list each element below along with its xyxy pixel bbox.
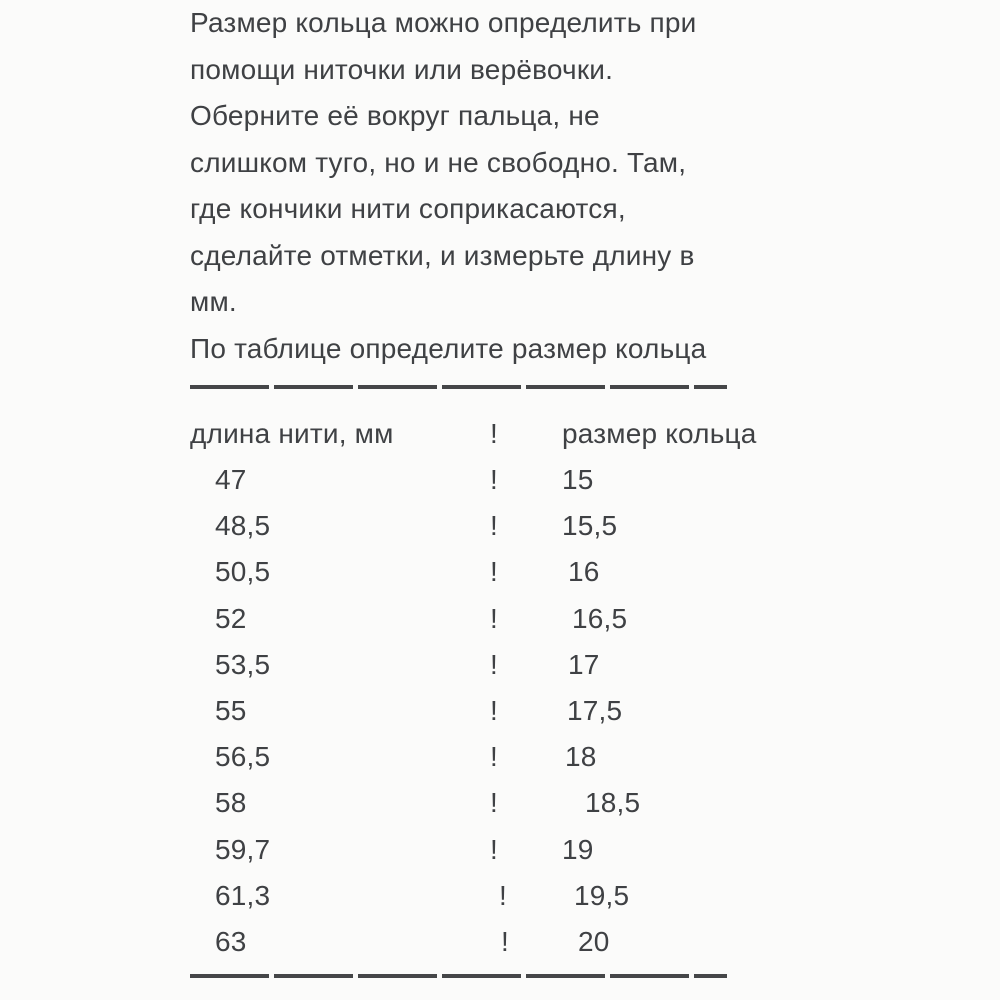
row-size-value: 18	[565, 741, 597, 773]
intro-line: Размер кольца можно определить при	[190, 7, 697, 38]
row-separator: !	[490, 464, 498, 495]
row-size-value: 16,5	[572, 602, 628, 634]
row-separator: !	[490, 510, 498, 542]
row-size-value: 17,5	[567, 695, 623, 727]
row-length-value: 61,3	[215, 879, 271, 911]
table-row	[190, 642, 810, 688]
table-row	[190, 734, 810, 780]
row-length-value: 52	[215, 602, 247, 634]
row-length-value: 48,5	[215, 510, 271, 542]
row-size-value: 18,5	[585, 787, 641, 819]
intro-line: По таблице определите размер кольца	[190, 332, 707, 364]
table-row	[190, 919, 810, 965]
row-size-value: 15	[562, 464, 594, 495]
row-length-value: 53,5	[215, 648, 271, 680]
table-row	[190, 780, 810, 826]
table-row	[190, 688, 810, 734]
row-size-value: 19	[562, 833, 594, 865]
row-separator: !	[490, 556, 498, 588]
row-length-value: 47	[215, 464, 247, 495]
row-size-value: 19,5	[574, 879, 630, 911]
intro-line: мм.	[190, 286, 237, 317]
row-length-value: 56,5	[215, 741, 271, 773]
table-row	[190, 827, 810, 873]
intro-line: помощи ниточки или верёвочки.	[190, 53, 614, 85]
row-size-value: 15,5	[562, 510, 618, 542]
header-col-length: длина нити, мм	[190, 418, 394, 449]
row-separator: !	[490, 602, 498, 634]
page-content	[190, 0, 810, 978]
row-size-value: 17	[568, 648, 600, 680]
row-length-value: 55	[215, 695, 247, 727]
table-rows	[190, 457, 810, 965]
header-separator: !	[490, 418, 498, 449]
row-length-value: 63	[215, 926, 247, 958]
intro-paragraph	[190, 0, 810, 372]
table-row	[190, 873, 810, 919]
row-separator: !	[490, 648, 498, 680]
intro-line: где кончики нити соприкасаются,	[190, 193, 626, 224]
row-length-value: 58	[215, 787, 247, 819]
intro-line: Оберните её вокруг пальца, не	[190, 100, 600, 131]
row-length-value: 59,7	[215, 833, 271, 865]
table-row	[190, 457, 810, 503]
header-col-size: размер кольца	[562, 418, 757, 449]
row-separator: !	[490, 695, 498, 727]
row-length-value: 50,5	[215, 556, 271, 588]
divider-top	[190, 385, 727, 389]
table-row	[190, 503, 810, 549]
table-row	[190, 596, 810, 642]
row-separator: !	[490, 741, 498, 773]
table-row	[190, 549, 810, 595]
row-size-value: 20	[578, 926, 610, 958]
row-separator: !	[490, 833, 498, 865]
row-separator: !	[501, 926, 509, 958]
row-size-value: 16	[568, 556, 600, 588]
intro-line: сделайте отметки, и измерьте длину в	[190, 239, 695, 271]
row-separator: !	[490, 787, 498, 819]
divider-bottom	[190, 974, 727, 978]
intro-line: слишком туго, но и не свободно. Там,	[190, 146, 687, 178]
table-header	[190, 410, 810, 457]
row-separator: !	[499, 879, 507, 911]
